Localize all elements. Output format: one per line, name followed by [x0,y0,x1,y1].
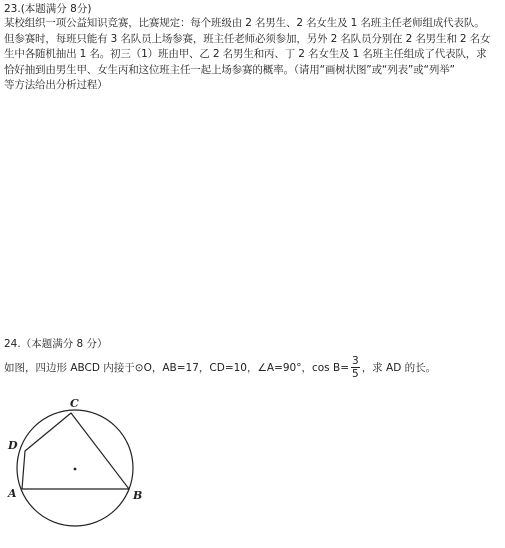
question-24-text-before: 如图，四边形 ABCD 内接于⊙O，AB=17，CD=10，∠A=90°，cos B= [4,361,349,374]
question-24-text-after: ，求 AD 的长。 [361,361,437,374]
geometry-figure [0,392,160,548]
question-24-text [4,350,436,384]
fraction-denominator: 5 [352,367,359,380]
question-23-header: 23.(本题满分 8分) [4,3,92,15]
question-24-header: 24.（本题满分 8 分） [4,338,108,350]
question-23-text [4,16,501,94]
cos-fraction [351,355,360,380]
label-d: D [8,439,18,452]
label-a: A [8,487,17,500]
question-23-line: 生中各随机抽出 1 名。初三（1）班由甲、乙 2 名男生和丙、丁 2 名女生及 1 名班主任组成了代表队，求 [4,48,487,61]
question-23-line: 但参赛时，每班只能有 3 名队员上场参赛，班主任老师必须参加，另外 2 名队员分别在 2 名男生和 2 名女 [4,32,491,45]
inscribed-quadrilateral-diagram [0,392,160,548]
fraction-numerator: 3 [352,354,359,367]
question-23-line: 等方法给出分析过程） [4,79,108,92]
label-b: B [133,489,143,502]
question-23-line: 某校组织一项公益知识竞赛，比赛规定：每个班级由 2 名男生、2 名女生及 1 名班主任老师组成代表队。 [4,17,485,29]
question-23-line: 恰好抽到由男生甲、女生丙和这位班主任一起上场参赛的概率。（请用“画树状图”或“列表”或“列举” [4,63,455,76]
center-point [74,468,77,471]
label-c: C [70,397,79,410]
